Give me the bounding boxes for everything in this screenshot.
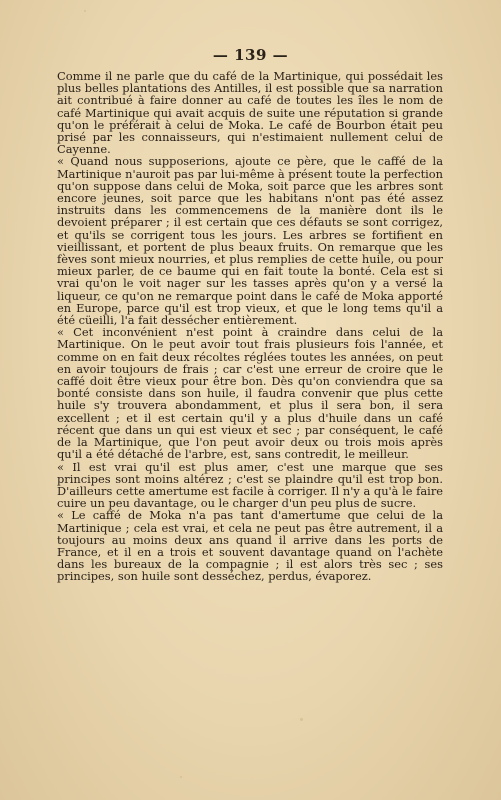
body-text xyxy=(57,70,443,583)
paragraph-5: « Le caffé de Moka n'a pas tant d'amertume que celui de la Martinique ; cela est vrai, et cela ne peut pas être autrement, il a toujours au moins deux ans quand il arrive dans les ports de France, et il en a trois et souvent davantage quand on l'achète dans les bureaux de la compagnie ; il est alors très sec ; ses principes, son huile sont desséchez, perdus, évaporez. xyxy=(57,508,443,584)
paper-speck xyxy=(180,776,182,778)
paragraph-4: « Il est vrai qu'il est plus amer, c'est une marque que ses principes sont moins altérez ; c'est se plaindre qu'il est trop bon. D'ailleurs cette amertume est facile à corriger. Il n'y a qu'à le faire cuire un peu davantage, ou le charger d'un peu plus de sucre. xyxy=(57,459,443,511)
page-number: — 139 — xyxy=(212,46,289,64)
paragraph-1: Comme il ne parle que du café de la Martinique, qui possédait les plus belles plantations des Antilles, il est possible que sa narration ait contribué à faire donner au café de toutes les îles le nom de café Martinique qui avait acquis de suite une réputation si grande qu'on le préférait à celui de Moka. Le café de Bourbon était peu prisé par les connaisseurs, qui n'estimaient nullement celui de Cayenne. xyxy=(57,69,443,157)
paragraph-3: « Cet inconvénient n'est point à craindre dans celui de la Martinique. On le peut avoir tout frais plusieurs fois l'année, et comme on en fait deux récoltes réglées toutes les années, on peut en avoir toujours de frais ; car c'est une erreur de croire que le caffé doit être vieux pour être bon. Dès qu'on conviendra que sa bonté consiste dans son huile, il faudra convenir que plus cette huile s'y trouvera abondamment, et plus il sera bon, il sera excellent ; et il est certain qu'il y a plus d'huile dans un café récent que dans un qui est vieux et sec ; par conséquent, le café de la Martinique, que l'on peut avoir deux ou trois mois après qu'il a été détaché de l'arbre, est, sans contredit, le meilleur. xyxy=(57,325,443,462)
paper-speck xyxy=(300,718,303,721)
paragraph-2: « Quand nous supposerions, ajoute ce père, que le caffé de la Martinique n'auroit pas par lui-même à présent toute la perfection qu'on suppose dans celui de Moka, soit parce que les arbres sont encore jeunes, soit parce que les habitans n'ont pas été assez instruits dans les commencemens de la manière dont ils le devoient préparer ; il est certain que ces défauts se sont corrigez, et qu'ils se corrigent tous les jours. Les arbres se fortifient en vieillissant, et portent de plus beaux fruits. On remarque que les fèves sont mieux nourries, et plus remplies de cette huile, ou pour mieux parler, de ce baume qui en fait toute la bonté. Cela est si vrai qu'on le voit nager sur les tasses après qu'on y a versé la liqueur, ce qu'on ne remarque point dans le café de Moka apporté en Europe, parce qu'il est trop vieux, et que le long tems qu'il a été cüeilli, l'a fait dessécher entièrement. xyxy=(57,154,443,328)
paper-speck xyxy=(84,10,86,12)
